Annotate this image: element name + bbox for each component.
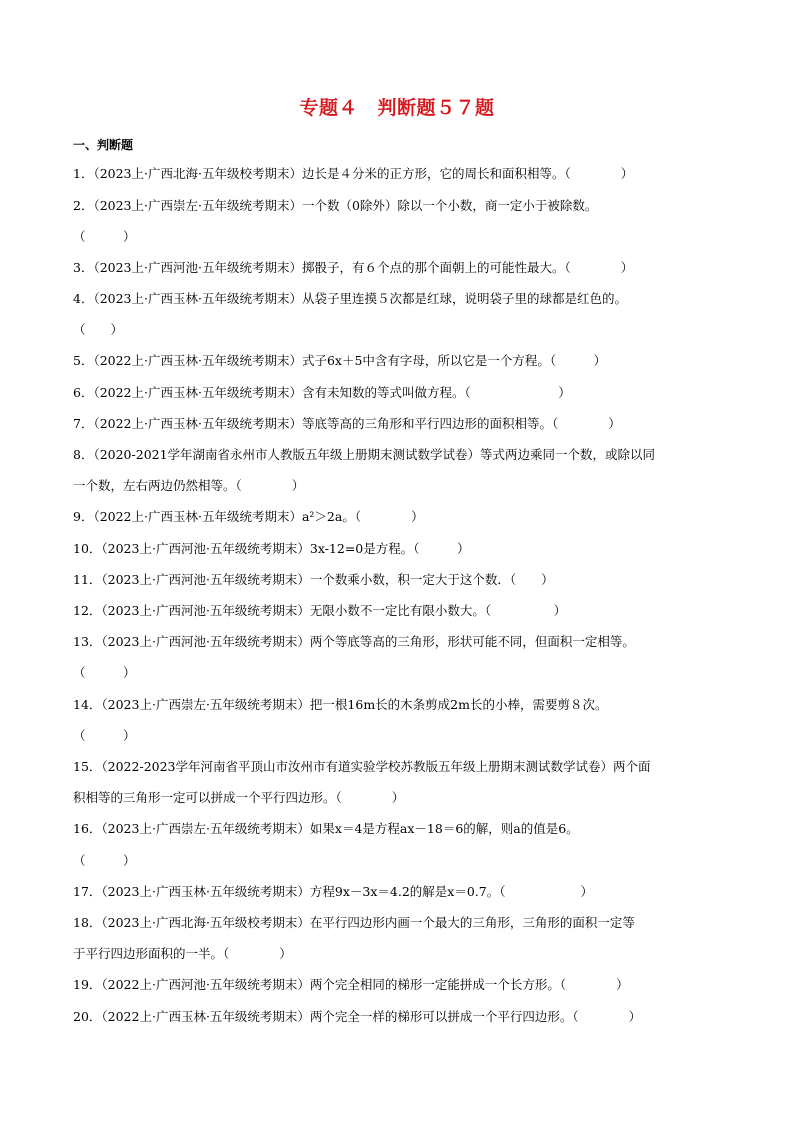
- answer-blank: （ ）: [73, 728, 136, 743]
- question-line: 14．（2023上·广西崇左·五年级统考期末）把一根16m长的木条剪成2m长的小棒，需要剪８次。: [73, 697, 608, 712]
- question-line: 2．（2023上·广西崇左·五年级统考期末）一个数（0除外）除以一个小数，商一定小于被除数。: [73, 198, 598, 213]
- question-line: 积相等的三角形一定可以拼成一个平行四边形。（ ）: [73, 790, 405, 805]
- question-line: 10．（2023上·广西河池·五年级统考期末）3x-12=0是方程。（ ）: [73, 541, 470, 556]
- question-line: 6．（2022上·广西玉林·五年级统考期末）含有未知数的等式叫做方程。（ ）: [73, 385, 571, 400]
- question-line: 于平行四边形面积的一半。（ ）: [73, 946, 292, 961]
- answer-blank: （ ）: [73, 322, 124, 337]
- page-title: 专题４ 判断题５７题: [299, 97, 495, 119]
- answer-blank: （ ）: [73, 665, 136, 680]
- question-line: 18．（2023上·广西北海·五年级校考期末）在平行四边形内画一个最大的三角形，三角形的面积一定等: [73, 915, 635, 930]
- question-line: 1．（2023上·广西北海·五年级校考期末）边长是４分米的正方形，它的周长和面积相等。（ ）: [73, 166, 634, 181]
- question-line: 20．（2022上·广西玉林·五年级统考期末）两个完全一样的梯形可以拼成一个平行四边形。（ ）: [73, 1009, 642, 1024]
- question-line: 一个数，左右两边仍然相等。（ ）: [73, 478, 305, 493]
- question-line: 7．（2022上·广西玉林·五年级统考期末）等底等高的三角形和平行四边形的面积相等。（ ）: [73, 416, 621, 431]
- question-line: 19．（2022上·广西河池·五年级统考期末）两个完全相同的梯形一定能拼成一个长方形。（ ）: [73, 977, 629, 992]
- section-heading: 一、判断题: [73, 138, 134, 152]
- question-line: 16．（2023上·广西崇左·五年级统考期末）如果x＝4是方程ax－18＝6的解，则a的值是6。: [73, 821, 579, 836]
- question-line: 5．（2022上·广西玉林·五年级统考期末）式子6x＋5中含有字母，所以它是一个方程。（ ）: [73, 353, 607, 368]
- question-line: 11．（2023上·广西河池·五年级统考期末）一个数乘小数，积一定大于这个数．（ ）: [73, 572, 554, 587]
- question-line: 13．（2023上·广西河池·五年级统考期末）两个等底等高的三角形，形状可能不同，但面积一定相等。: [73, 634, 635, 649]
- answer-blank: （ ）: [73, 229, 136, 244]
- question-line: 12．（2023上·广西河池·五年级统考期末）无限小数不一定比有限小数大。（ ）: [73, 603, 567, 618]
- question-line: 4．（2023上·广西玉林·五年级统考期末）从袋子里连摸５次都是红球，说明袋子里的球都是红色的。: [73, 291, 627, 306]
- question-line: 9．（2022上·广西玉林·五年级统考期末）a²＞2a。（ ）: [73, 509, 424, 524]
- question-line: 15．（2022-2023学年河南省平顶山市汝州市有道实验学校苏教版五年级上册期末测试数学试卷）两个面: [73, 759, 651, 774]
- answer-blank: （ ）: [73, 853, 136, 868]
- question-line: 3．（2023上·广西河池·五年级统考期末）掷骰子，有６个点的那个面朝上的可能性最大。（ ）: [73, 260, 634, 275]
- question-line: 8．（2020-2021学年湖南省永州市人教版五年级上册期末测试数学试卷）等式两边乘同一个数，或除以同: [73, 447, 656, 462]
- question-line: 17．（2023上·广西玉林·五年级统考期末）方程9x－3x＝4.2的解是x＝0.7。（ ）: [73, 884, 593, 899]
